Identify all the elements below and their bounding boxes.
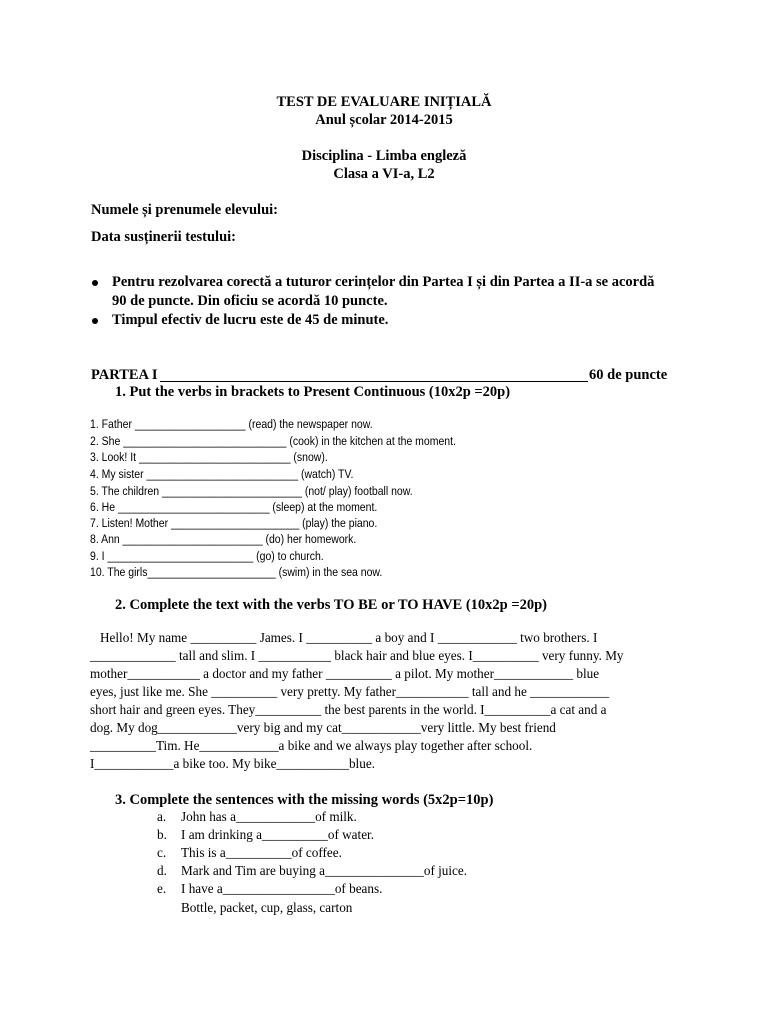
text-line: _____________ tall and slim. I ___________ black hair and blue eyes. I__________ very funny. My: [90, 648, 624, 663]
item-letter: b.: [157, 827, 167, 842]
discipline: Disciplina - Limba engleză: [301, 148, 467, 164]
instruction-1a: Pentru rezolvarea corectă a tuturor cerințelor din Partea I și din Partea a II-a se acordă: [112, 274, 655, 290]
partea-line: [160, 381, 588, 382]
bullet-icon: [92, 280, 98, 286]
text-line: eyes, just like me. She __________ very pretty. My father___________ tall and he ____________: [90, 684, 610, 699]
list-item: 6. He __________________________ (sleep) at the moment.: [90, 500, 378, 514]
list-item: 2. She ____________________________ (cook) in the kitchen at the moment.: [90, 434, 456, 448]
list-item: 3. Look! It __________________________ (snow).: [90, 450, 328, 464]
student-name-label: Numele și prenumele elevului:: [91, 202, 279, 218]
ex3-title: 3. Complete the sentences with the missing words (5x2p=10p): [115, 792, 494, 808]
list-item: Mark and Tim are buying a_______________of juice.: [181, 863, 468, 878]
item-letter: e.: [157, 881, 167, 896]
text-line: short hair and green eyes. They__________ the best parents in the world. I__________a cat and a: [90, 702, 607, 717]
list-item: This is a__________of coffee.: [181, 845, 342, 860]
list-item: I have a_________________of beans.: [181, 881, 383, 896]
list-item: 1. Father ___________________ (read) the newspaper now.: [90, 417, 373, 431]
list-item: 9. I _________________________ (go) to church.: [90, 549, 324, 563]
text-line: dog. My dog____________very big and my cat____________very little. My best friend: [90, 720, 556, 735]
school-year: Anul școlar 2014-2015: [315, 112, 453, 128]
list-item: I am drinking a__________of water.: [181, 827, 375, 842]
list-item: 10. The girls______________________ (swim) in the sea now.: [90, 565, 383, 579]
instruction-1b: 90 de puncte. Din oficiu se acordă 10 puncte.: [112, 293, 388, 309]
list-item: 5. The children ________________________ (not/ play) football now.: [90, 484, 413, 498]
item-letter: c.: [157, 845, 167, 860]
ex1-title: 1. Put the verbs in brackets to Present Continuous (10x2p =20p): [115, 384, 511, 400]
test-title: TEST DE EVALUARE INIȚIALĂ: [276, 94, 492, 110]
text-line: __________Tim. He____________a bike and we always play together after school.: [90, 738, 533, 753]
list-item: 4. My sister __________________________ (watch) TV.: [90, 467, 354, 481]
list-item: 8. Ann ________________________ (do) her homework.: [90, 532, 357, 546]
text-line: I____________a bike too. My bike___________blue.: [90, 756, 375, 771]
list-item: John has a____________of milk.: [181, 809, 357, 824]
item-letter: d.: [157, 863, 167, 878]
test-date-label: Data susținerii testului:: [91, 229, 236, 245]
bullet-icon: [92, 318, 98, 324]
class-label: Clasa a VI-a, L2: [333, 166, 435, 182]
text-line: mother___________ a doctor and my father __________ a pilot. My mother____________ blue: [90, 666, 600, 681]
partea-points: 60 de puncte: [589, 367, 668, 383]
list-item: 7. Listen! Mother ______________________ (play) the piano.: [90, 516, 378, 530]
item-letter: a.: [157, 809, 167, 824]
ex2-title: 2. Complete the text with the verbs TO BE or TO HAVE (10x2p =20p): [115, 597, 548, 613]
instruction-2: Timpul efectiv de lucru este de 45 de minute.: [112, 312, 389, 328]
partea-label: PARTEA I: [91, 367, 158, 383]
word-bank: Bottle, packet, cup, glass, carton: [181, 900, 353, 915]
text-line: Hello! My name __________ James. I __________ a boy and I ____________ two brothers. I: [100, 630, 598, 645]
